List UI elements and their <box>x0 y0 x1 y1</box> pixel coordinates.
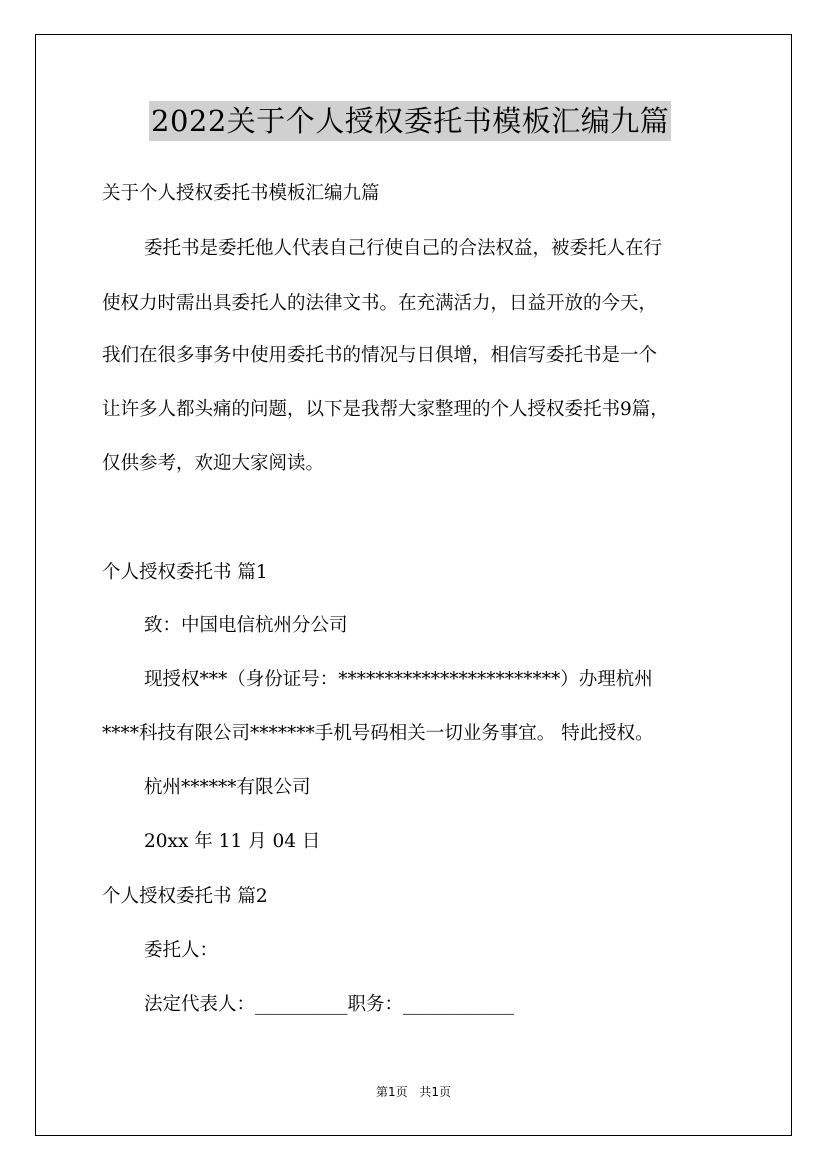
section-1-company: 杭州******有限公司 <box>144 777 311 798</box>
document-subtitle: 关于个人授权委托书模板汇编九篇 <box>102 183 380 204</box>
section-1-body-line-2: ****科技有限公司*******手机号码相关一切业务事宜。 特此授权。 <box>102 723 654 744</box>
intro-line-2: 使权力时需出具委托人的法律文书。在充满活力，日益开放的今天， <box>102 293 658 314</box>
section-2-heading: 个人授权委托书 篇2 <box>102 886 268 907</box>
section-1-heading: 个人授权委托书 篇1 <box>102 562 268 583</box>
intro-line-4: 让许多人都头痛的问题，以下是我帮大家整理的个人授权委托书9篇， <box>102 399 669 420</box>
section-2-representative: 法定代表人：__________职务：____________ <box>144 994 515 1015</box>
section-1-date: 20xx 年 11 月 04 日 <box>144 831 321 852</box>
document-title: 2022关于个人授权委托书模板汇编九篇 <box>149 101 671 141</box>
intro-line-3: 我们在很多事务中使用委托书的情况与日俱增，相信写委托书是一个 <box>102 345 658 366</box>
section-1-recipient: 致：中国电信杭州分公司 <box>144 615 348 636</box>
page-number: 第1页 <box>375 1085 408 1099</box>
page-total: 共1页 <box>419 1085 452 1099</box>
page-footer <box>0 1084 827 1100</box>
intro-line-5: 仅供参考，欢迎大家阅读。 <box>102 453 325 474</box>
section-1-body-line-1: 现授权***（身份证号：************************）办理杭州 <box>144 669 653 690</box>
intro-line-1: 委托书是委托他人代表自己行使自己的合法权益，被委托人在行 <box>144 238 663 259</box>
section-2-client: 委托人： <box>144 940 219 961</box>
